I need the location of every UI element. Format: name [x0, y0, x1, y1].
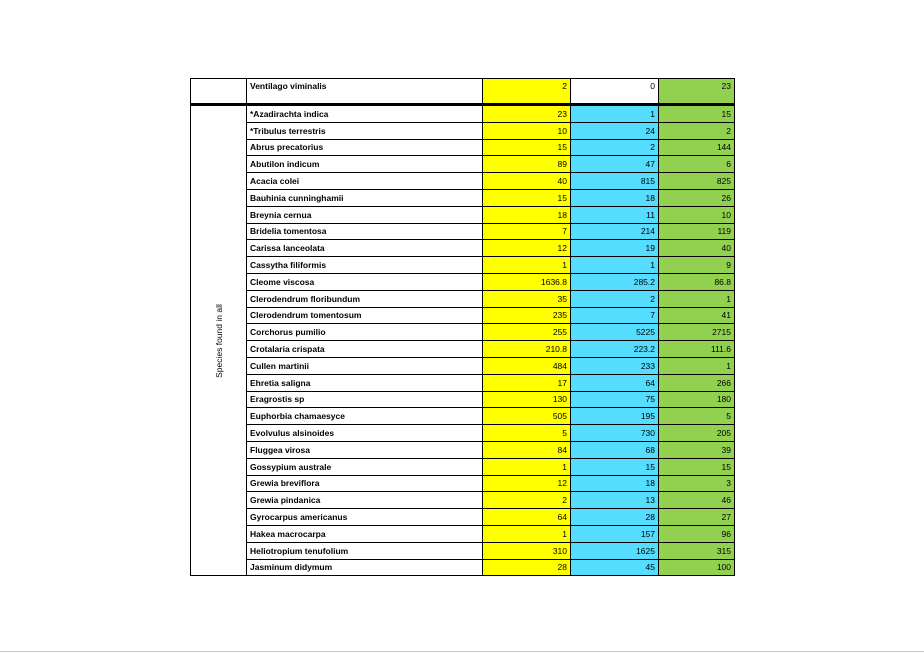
value-col-3: 111.6 — [659, 341, 735, 358]
group-label: Species found in all — [213, 303, 224, 378]
value-col-3: 86.8 — [659, 273, 735, 290]
table-row — [191, 525, 735, 542]
value-col-1: 15 — [483, 139, 571, 156]
value-col-3: 2715 — [659, 324, 735, 341]
value-col-1: 210.8 — [483, 341, 571, 358]
value-col-3: 144 — [659, 139, 735, 156]
value-col-1: 235 — [483, 307, 571, 324]
value-col-2: 1 — [571, 105, 659, 123]
table-row — [191, 509, 735, 526]
value-col-1: 1 — [483, 458, 571, 475]
value-col-3: 180 — [659, 391, 735, 408]
value-col-3: 6 — [659, 156, 735, 173]
species-name: Ventilago viminalis — [247, 79, 483, 105]
value-col-1: 12 — [483, 475, 571, 492]
value-col-3: 96 — [659, 525, 735, 542]
value-col-3: 205 — [659, 425, 735, 442]
value-col-1: 18 — [483, 206, 571, 223]
species-name: Fluggea virosa — [247, 441, 483, 458]
species-name: Gossypium australe — [247, 458, 483, 475]
value-col-2: 18 — [571, 475, 659, 492]
table-row — [191, 324, 735, 341]
table-row — [191, 475, 735, 492]
value-col-3: 1 — [659, 357, 735, 374]
value-col-3: 15 — [659, 105, 735, 123]
value-col-2: 28 — [571, 509, 659, 526]
empty-group-cell — [191, 79, 247, 105]
species-name: Euphorbia chamaesyce — [247, 408, 483, 425]
value-col-2: 24 — [571, 122, 659, 139]
value-col-1: 310 — [483, 542, 571, 559]
table-row — [191, 341, 735, 358]
value-col-2: 11 — [571, 206, 659, 223]
species-name: Bauhinia cunninghamii — [247, 189, 483, 206]
value-col-2: 7 — [571, 307, 659, 324]
species-name: Crotalaria crispata — [247, 341, 483, 358]
value-col-3: 39 — [659, 441, 735, 458]
value-col-3: 100 — [659, 559, 735, 576]
value-col-1: 1 — [483, 525, 571, 542]
value-col-3: 1 — [659, 290, 735, 307]
value-col-3: 825 — [659, 173, 735, 190]
species-name: Ehretia saligna — [247, 374, 483, 391]
value-col-2: 19 — [571, 240, 659, 257]
value-col-2: 285.2 — [571, 273, 659, 290]
value-col-2: 13 — [571, 492, 659, 509]
value-col-1: 15 — [483, 189, 571, 206]
value-col-3: 266 — [659, 374, 735, 391]
value-col-3: 10 — [659, 206, 735, 223]
value-col-1: 5 — [483, 425, 571, 442]
value-col-1: 1 — [483, 257, 571, 274]
value-col-3: 40 — [659, 240, 735, 257]
value-col-2: 75 — [571, 391, 659, 408]
value-col-2: 1625 — [571, 542, 659, 559]
table-row — [191, 458, 735, 475]
species-name: Clerodendrum tomentosum — [247, 307, 483, 324]
value-col-1: 64 — [483, 509, 571, 526]
value-col-1: 17 — [483, 374, 571, 391]
species-name: Gyrocarpus americanus — [247, 509, 483, 526]
value-col-1: 23 — [483, 105, 571, 123]
species-name: Grewia breviflora — [247, 475, 483, 492]
table-row — [191, 492, 735, 509]
value-col-2: 214 — [571, 223, 659, 240]
species-name: Abrus precatorius — [247, 139, 483, 156]
value-col-3: 3 — [659, 475, 735, 492]
table-row — [191, 441, 735, 458]
value-col-2: 730 — [571, 425, 659, 442]
value-col-1: 130 — [483, 391, 571, 408]
table-row — [191, 173, 735, 190]
value-col-2: 0 — [571, 79, 659, 105]
value-col-1: 40 — [483, 173, 571, 190]
table-row — [191, 559, 735, 576]
table-row — [191, 408, 735, 425]
page-bottom-edge — [0, 651, 924, 652]
value-col-2: 195 — [571, 408, 659, 425]
table-row — [191, 374, 735, 391]
value-col-1: 2 — [483, 79, 571, 105]
species-name: Hakea macrocarpa — [247, 525, 483, 542]
species-name: Cleome viscosa — [247, 273, 483, 290]
value-col-1: 7 — [483, 223, 571, 240]
species-name: Bridelia tomentosa — [247, 223, 483, 240]
species-table — [190, 78, 735, 576]
value-col-1: 505 — [483, 408, 571, 425]
table-row — [191, 307, 735, 324]
species-name: Breynia cernua — [247, 206, 483, 223]
value-col-1: 89 — [483, 156, 571, 173]
value-col-1: 35 — [483, 290, 571, 307]
value-col-3: 26 — [659, 189, 735, 206]
table-row — [191, 223, 735, 240]
species-name: Grewia pindanica — [247, 492, 483, 509]
value-col-1: 12 — [483, 240, 571, 257]
value-col-1: 28 — [483, 559, 571, 576]
table-row — [191, 122, 735, 139]
value-col-2: 2 — [571, 139, 659, 156]
value-col-1: 1636.8 — [483, 273, 571, 290]
table-row — [191, 240, 735, 257]
value-col-2: 68 — [571, 441, 659, 458]
table-row — [191, 189, 735, 206]
species-name: Acacia colei — [247, 173, 483, 190]
value-col-1: 484 — [483, 357, 571, 374]
value-col-2: 47 — [571, 156, 659, 173]
value-col-3: 27 — [659, 509, 735, 526]
table-row — [191, 290, 735, 307]
value-col-2: 2 — [571, 290, 659, 307]
value-col-3: 23 — [659, 79, 735, 105]
table-row — [191, 542, 735, 559]
value-col-3: 315 — [659, 542, 735, 559]
value-col-2: 18 — [571, 189, 659, 206]
species-name: *Tribulus terrestris — [247, 122, 483, 139]
value-col-3: 15 — [659, 458, 735, 475]
value-col-3: 9 — [659, 257, 735, 274]
table-row — [191, 391, 735, 408]
species-name: Jasminum didymum — [247, 559, 483, 576]
value-col-2: 64 — [571, 374, 659, 391]
value-col-3: 119 — [659, 223, 735, 240]
value-col-2: 233 — [571, 357, 659, 374]
value-col-2: 1 — [571, 257, 659, 274]
value-col-1: 84 — [483, 441, 571, 458]
species-name: Carissa lanceolata — [247, 240, 483, 257]
value-col-1: 10 — [483, 122, 571, 139]
table-row — [191, 156, 735, 173]
value-col-1: 2 — [483, 492, 571, 509]
value-col-3: 2 — [659, 122, 735, 139]
value-col-2: 15 — [571, 458, 659, 475]
value-col-2: 815 — [571, 173, 659, 190]
table-row — [191, 273, 735, 290]
table-row — [191, 425, 735, 442]
group-label-cell — [191, 105, 247, 576]
value-col-2: 223.2 — [571, 341, 659, 358]
value-col-3: 5 — [659, 408, 735, 425]
table-row — [191, 139, 735, 156]
table-row — [191, 206, 735, 223]
table-row — [191, 105, 735, 123]
species-name: Cassytha filiformis — [247, 257, 483, 274]
species-name: Abutilon indicum — [247, 156, 483, 173]
value-col-2: 45 — [571, 559, 659, 576]
value-col-2: 157 — [571, 525, 659, 542]
table-row — [191, 257, 735, 274]
value-col-2: 5225 — [571, 324, 659, 341]
species-name: Evolvulus alsinoides — [247, 425, 483, 442]
species-name: *Azadirachta indica — [247, 105, 483, 123]
species-name: Heliotropium tenufolium — [247, 542, 483, 559]
species-name: Eragrostis sp — [247, 391, 483, 408]
table-row-ventilago — [191, 79, 735, 105]
value-col-3: 41 — [659, 307, 735, 324]
value-col-3: 46 — [659, 492, 735, 509]
table-row — [191, 357, 735, 374]
species-name: Cullen martinii — [247, 357, 483, 374]
species-name: Corchorus pumilio — [247, 324, 483, 341]
species-name: Clerodendrum floribundum — [247, 290, 483, 307]
value-col-1: 255 — [483, 324, 571, 341]
